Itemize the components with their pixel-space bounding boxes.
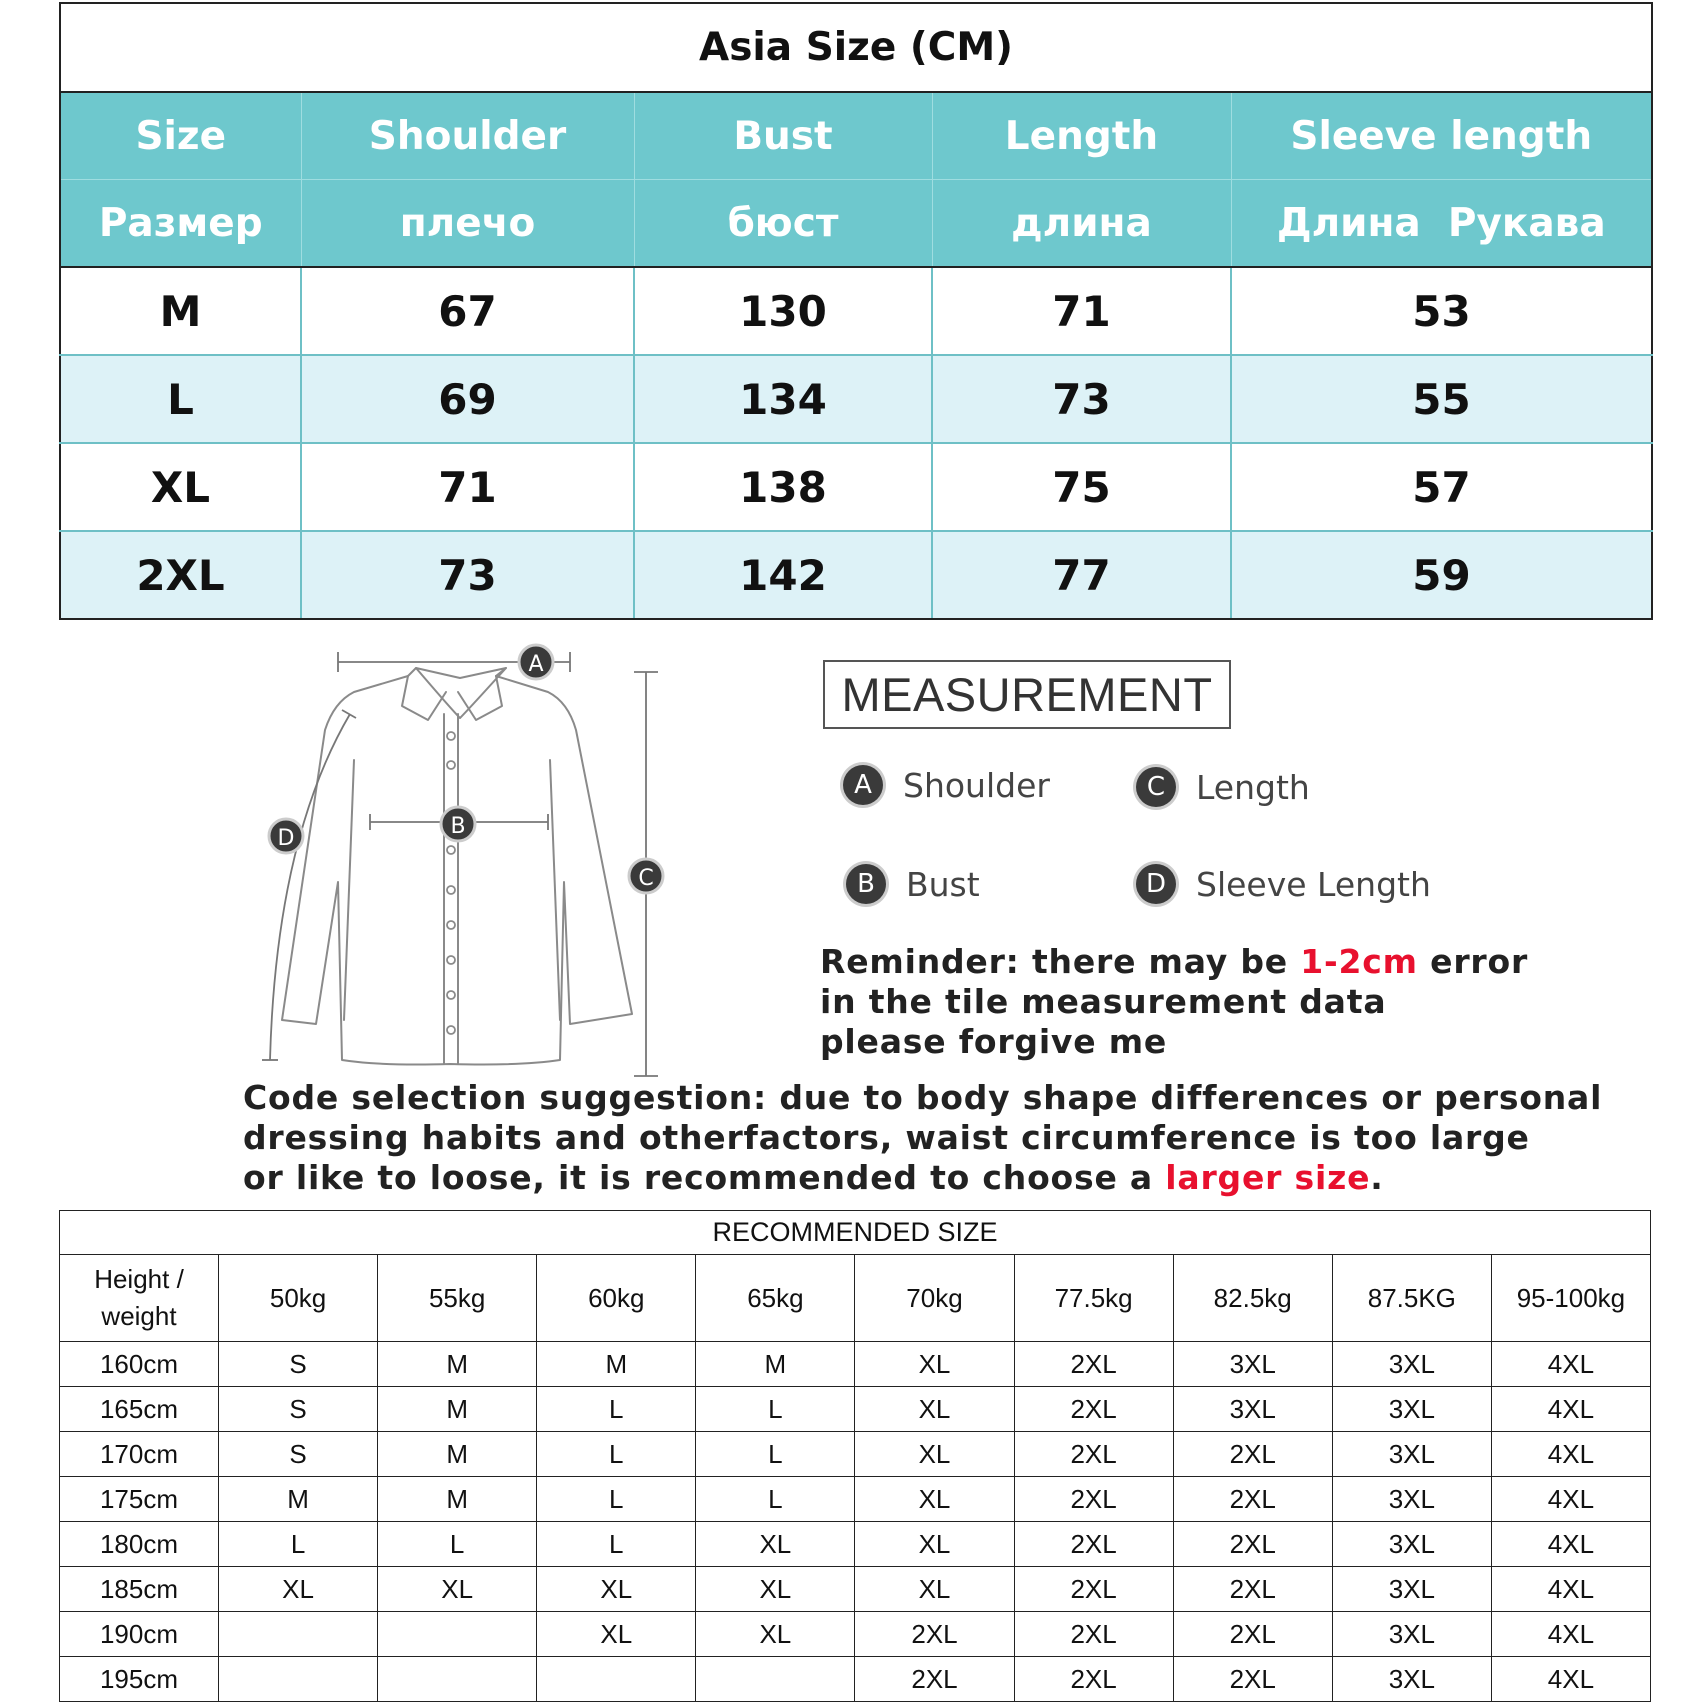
svg-text:B: B bbox=[450, 814, 466, 839]
recommended-size-cell: XL bbox=[855, 1477, 1014, 1522]
shoulder-cell: 71 bbox=[301, 443, 634, 531]
weight-header: 87.5KG bbox=[1332, 1255, 1491, 1342]
recommended-size-cell: XL bbox=[537, 1567, 696, 1612]
marker-c bbox=[629, 859, 663, 893]
recommended-size-cell: 4XL bbox=[1491, 1657, 1650, 1702]
reminder-text: error bbox=[1417, 942, 1529, 981]
legend-length bbox=[1136, 767, 1310, 807]
recommended-size-cell: 2XL bbox=[855, 1657, 1014, 1702]
recommended-size-cell: XL bbox=[855, 1432, 1014, 1477]
marker-a bbox=[519, 645, 553, 679]
height-cell: 170cm bbox=[60, 1432, 219, 1477]
length-cell: 71 bbox=[932, 267, 1231, 355]
weight-header: 77.5kg bbox=[1014, 1255, 1173, 1342]
recommended-size-cell: 3XL bbox=[1332, 1432, 1491, 1477]
height-cell: 190cm bbox=[60, 1612, 219, 1657]
recommended-size-cell: 2XL bbox=[1014, 1432, 1173, 1477]
size-cell: L bbox=[60, 355, 301, 443]
recommended-title: RECOMMENDED SIZE bbox=[60, 1211, 1651, 1255]
reminder-line: in the tile measurement data bbox=[820, 982, 1387, 1021]
recommended-row bbox=[60, 1342, 1651, 1387]
recommended-size-table bbox=[59, 1210, 1651, 1702]
svg-text:A: A bbox=[528, 652, 544, 677]
shirt-measurement-diagram bbox=[230, 640, 690, 1080]
recommended-size-cell: S bbox=[219, 1342, 378, 1387]
header-size: Size bbox=[60, 92, 301, 180]
corner-label: weight bbox=[101, 1301, 177, 1331]
weight-header: 70kg bbox=[855, 1255, 1014, 1342]
header-sleeve-ru: Длина Рукава bbox=[1231, 180, 1652, 268]
recommended-size-cell: XL bbox=[855, 1567, 1014, 1612]
height-cell: 180cm bbox=[60, 1522, 219, 1567]
bust-cell: 130 bbox=[634, 267, 932, 355]
weight-header: 60kg bbox=[537, 1255, 696, 1342]
sleeve-cell: 55 bbox=[1231, 355, 1652, 443]
recommended-row bbox=[60, 1567, 1651, 1612]
recommended-size-cell bbox=[537, 1657, 696, 1702]
recommended-size-cell: M bbox=[378, 1342, 537, 1387]
size-row bbox=[60, 355, 1652, 443]
recommended-size-cell: 2XL bbox=[1173, 1522, 1332, 1567]
header-sleeve: Sleeve length bbox=[1231, 92, 1652, 180]
recommended-size-cell: L bbox=[696, 1387, 855, 1432]
recommended-size-cell: S bbox=[219, 1432, 378, 1477]
height-cell: 185cm bbox=[60, 1567, 219, 1612]
recommended-size-cell bbox=[378, 1612, 537, 1657]
size-cell: 2XL bbox=[60, 531, 301, 619]
header-shoulder-ru: плечо bbox=[301, 180, 634, 268]
recommended-size-cell: 2XL bbox=[1173, 1567, 1332, 1612]
legend-label: Sleeve Length bbox=[1196, 864, 1431, 904]
corner-label: Height / bbox=[94, 1264, 184, 1294]
recommended-size-cell: L bbox=[537, 1522, 696, 1567]
size-chart-header-ru bbox=[60, 180, 1652, 268]
recommended-size-cell: XL bbox=[696, 1612, 855, 1657]
recommended-size-cell: 4XL bbox=[1491, 1432, 1650, 1477]
size-chart-table bbox=[59, 2, 1653, 620]
recommended-size-cell: 2XL bbox=[1014, 1342, 1173, 1387]
header-shoulder: Shoulder bbox=[301, 92, 634, 180]
recommended-size-cell: S bbox=[219, 1387, 378, 1432]
recommended-size-cell: L bbox=[537, 1432, 696, 1477]
length-cell: 75 bbox=[932, 443, 1231, 531]
recommended-size-cell: M bbox=[696, 1342, 855, 1387]
recommended-size-cell: XL bbox=[855, 1387, 1014, 1432]
reminder-line: please forgive me bbox=[820, 1022, 1168, 1061]
recommended-row bbox=[60, 1657, 1651, 1702]
recommended-size-cell: 2XL bbox=[1173, 1477, 1332, 1522]
height-weight-corner bbox=[60, 1255, 219, 1342]
recommended-size-cell: 2XL bbox=[1173, 1432, 1332, 1477]
recommended-size-cell: XL bbox=[855, 1522, 1014, 1567]
suggestion-line: Code selection suggestion: due to body shape differences or personal bbox=[243, 1078, 1603, 1117]
bust-cell: 138 bbox=[634, 443, 932, 531]
recommended-size-cell: XL bbox=[378, 1567, 537, 1612]
badge-d-icon: D bbox=[1136, 864, 1176, 904]
recommended-size-cell bbox=[378, 1657, 537, 1702]
recommended-row bbox=[60, 1432, 1651, 1477]
header-bust-ru: бюст bbox=[634, 180, 932, 268]
length-cell: 77 bbox=[932, 531, 1231, 619]
weight-header: 95-100kg bbox=[1491, 1255, 1650, 1342]
shoulder-cell: 67 bbox=[301, 267, 634, 355]
measurement-title: MEASUREMENT bbox=[823, 660, 1231, 729]
recommended-size-cell: L bbox=[378, 1522, 537, 1567]
recommended-size-cell: 4XL bbox=[1491, 1567, 1650, 1612]
recommended-size-cell: 3XL bbox=[1332, 1387, 1491, 1432]
bust-cell: 142 bbox=[634, 531, 932, 619]
recommended-size-cell: 2XL bbox=[1014, 1567, 1173, 1612]
recommended-size-cell: 4XL bbox=[1491, 1477, 1650, 1522]
recommended-size-cell: 3XL bbox=[1332, 1657, 1491, 1702]
size-chart-header-en bbox=[60, 92, 1652, 180]
recommended-size-cell: 2XL bbox=[1014, 1387, 1173, 1432]
recommended-size-cell: 2XL bbox=[1173, 1612, 1332, 1657]
recommended-size-cell: 3XL bbox=[1332, 1567, 1491, 1612]
size-chart-title: Asia Size (CM) bbox=[60, 3, 1652, 92]
recommended-size-cell: 3XL bbox=[1332, 1522, 1491, 1567]
reminder-note bbox=[820, 942, 1680, 1062]
suggestion-text: . bbox=[1370, 1158, 1384, 1197]
length-cell: 73 bbox=[932, 355, 1231, 443]
recommended-size-cell: 2XL bbox=[1014, 1477, 1173, 1522]
weight-header: 65kg bbox=[696, 1255, 855, 1342]
recommended-row bbox=[60, 1522, 1651, 1567]
badge-b-icon: B bbox=[846, 864, 886, 904]
size-row bbox=[60, 267, 1652, 355]
recommended-size-cell: XL bbox=[696, 1522, 855, 1567]
legend-label: Shoulder bbox=[903, 765, 1050, 805]
recommended-size-cell: M bbox=[537, 1342, 696, 1387]
recommended-size-cell: 3XL bbox=[1332, 1612, 1491, 1657]
reminder-text: Reminder: there may be bbox=[820, 942, 1301, 981]
height-cell: 195cm bbox=[60, 1657, 219, 1702]
header-size-ru: Размер bbox=[60, 180, 301, 268]
marker-b bbox=[441, 807, 475, 841]
recommended-size-cell: 3XL bbox=[1173, 1342, 1332, 1387]
reminder-highlight: 1-2cm bbox=[1300, 942, 1418, 981]
svg-text:D: D bbox=[277, 826, 295, 851]
size-row bbox=[60, 531, 1652, 619]
recommended-size-cell: 2XL bbox=[1014, 1612, 1173, 1657]
recommended-row bbox=[60, 1477, 1651, 1522]
recommended-size-cell: XL bbox=[537, 1612, 696, 1657]
size-chart-title-row bbox=[60, 3, 1652, 92]
recommended-size-cell: XL bbox=[219, 1567, 378, 1612]
sleeve-cell: 53 bbox=[1231, 267, 1652, 355]
legend-sleeve-length bbox=[1136, 864, 1431, 904]
recommended-size-cell: 2XL bbox=[1014, 1522, 1173, 1567]
recommended-size-cell: M bbox=[378, 1432, 537, 1477]
recommended-row bbox=[60, 1612, 1651, 1657]
recommended-size-cell: L bbox=[219, 1522, 378, 1567]
recommended-size-cell: 4XL bbox=[1491, 1612, 1650, 1657]
recommended-size-cell: 2XL bbox=[1173, 1657, 1332, 1702]
shoulder-cell: 69 bbox=[301, 355, 634, 443]
marker-d bbox=[269, 819, 303, 853]
header-length-ru: длина bbox=[932, 180, 1231, 268]
recommended-size-cell: L bbox=[696, 1432, 855, 1477]
header-length: Length bbox=[932, 92, 1231, 180]
suggestion-line: dressing habits and otherfactors, waist circumference is too large bbox=[243, 1118, 1530, 1157]
recommended-size-cell: XL bbox=[855, 1342, 1014, 1387]
recommended-size-cell: M bbox=[219, 1477, 378, 1522]
recommended-size-cell: 4XL bbox=[1491, 1342, 1650, 1387]
recommended-size-cell: L bbox=[537, 1387, 696, 1432]
recommended-size-cell: 2XL bbox=[855, 1612, 1014, 1657]
recommended-size-cell: 3XL bbox=[1332, 1477, 1491, 1522]
legend-label: Bust bbox=[906, 864, 980, 904]
suggestion-text: or like to loose, it is recommended to choose a bbox=[243, 1158, 1166, 1197]
recommended-size-cell: M bbox=[378, 1477, 537, 1522]
size-cell: XL bbox=[60, 443, 301, 531]
recommended-size-cell: XL bbox=[696, 1567, 855, 1612]
weight-header: 50kg bbox=[219, 1255, 378, 1342]
sleeve-cell: 59 bbox=[1231, 531, 1652, 619]
recommended-size-cell bbox=[219, 1612, 378, 1657]
shoulder-cell: 73 bbox=[301, 531, 634, 619]
recommended-size-cell bbox=[696, 1657, 855, 1702]
weight-header: 82.5kg bbox=[1173, 1255, 1332, 1342]
weight-header: 55kg bbox=[378, 1255, 537, 1342]
badge-a-icon: A bbox=[843, 765, 883, 805]
suggestion-highlight: larger size bbox=[1165, 1158, 1371, 1197]
legend-bust bbox=[846, 864, 980, 904]
recommended-size-cell bbox=[219, 1657, 378, 1702]
recommended-size-cell: 4XL bbox=[1491, 1522, 1650, 1567]
height-cell: 165cm bbox=[60, 1387, 219, 1432]
bust-cell: 134 bbox=[634, 355, 932, 443]
recommended-size-cell: 3XL bbox=[1332, 1342, 1491, 1387]
sleeve-cell: 57 bbox=[1231, 443, 1652, 531]
legend-label: Length bbox=[1196, 767, 1310, 807]
recommended-size-cell: M bbox=[378, 1387, 537, 1432]
recommended-row bbox=[60, 1387, 1651, 1432]
recommended-size-cell: L bbox=[537, 1477, 696, 1522]
badge-c-icon: C bbox=[1136, 767, 1176, 807]
size-row bbox=[60, 443, 1652, 531]
height-cell: 160cm bbox=[60, 1342, 219, 1387]
recommended-size-cell: 2XL bbox=[1014, 1657, 1173, 1702]
size-cell: M bbox=[60, 267, 301, 355]
size-suggestion bbox=[243, 1078, 1683, 1198]
svg-text:C: C bbox=[638, 866, 654, 891]
height-cell: 175cm bbox=[60, 1477, 219, 1522]
recommended-title-row bbox=[60, 1211, 1651, 1255]
recommended-size-cell: L bbox=[696, 1477, 855, 1522]
legend-shoulder bbox=[843, 765, 1050, 805]
recommended-header-row bbox=[60, 1255, 1651, 1342]
recommended-size-cell: 3XL bbox=[1173, 1387, 1332, 1432]
header-bust: Bust bbox=[634, 92, 932, 180]
recommended-size-cell: 4XL bbox=[1491, 1387, 1650, 1432]
